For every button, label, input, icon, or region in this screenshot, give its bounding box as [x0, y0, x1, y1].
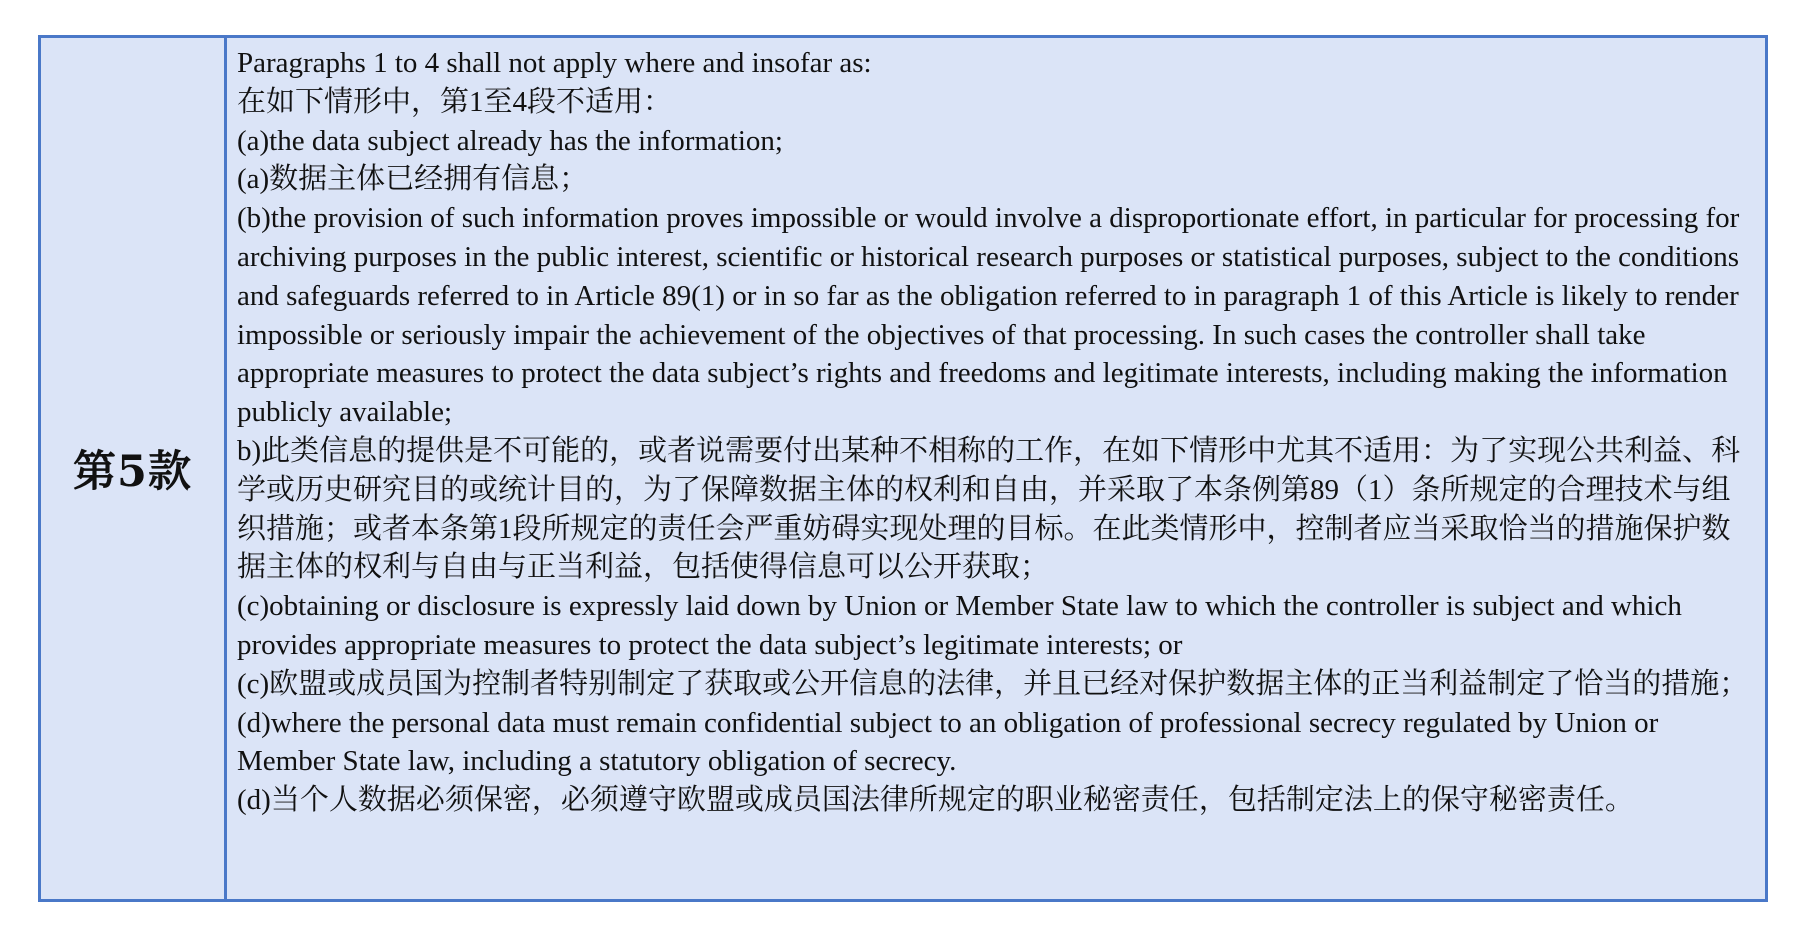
article-label: 第5款 [73, 447, 192, 497]
article-label-cell [41, 38, 227, 899]
clause-b-zh: b)此类信息的提供是不可能的，或者说需要付出某种不相称的工作，在如下情形中尤其不适用：为了实现公共利益、科学或历史研究目的或统计目的，为了保障数据主体的权利和自由，并采取了本条例第89（1）条所规定的合理技术与组织措施；或者本条第1段所规定的责任会严重妨碍实现处理的目标。在此类情形中，控制者应当采取恰当的措施保护数据主体的权利与自由与正当利益，包括使得信息可以公开获取； [237, 434, 1741, 584]
clause-a-en: (a)the data subject already has the information; [237, 124, 783, 157]
intro-en: Paragraphs 1 to 4 shall not apply where and insofar as: [237, 47, 872, 79]
clause-d-en: (d)where the personal data must remain confidential subject to an obligation of professional secrecy regulated by Union or Member State law, including a statutory obligation of secrecy. [237, 706, 1659, 778]
clause-d-zh: (d)当个人数据必须保密，必须遵守欧盟或成员国法律所规定的职业秘密责任，包括制定法上的保守秘密责任。 [237, 784, 1634, 817]
intro-zh: 在如下情形中，第1至4段不适用： [237, 85, 673, 118]
clause-a-zh: (a)数据主体已经拥有信息； [237, 163, 589, 196]
clause-c-zh: (c)欧盟或成员国为控制者特别制定了获取或公开信息的法律，并且已经对保护数据主体的正当利益制定了恰当的措施； [237, 667, 1749, 700]
clause-c-en: (c)obtaining or disclosure is expressly laid down by Union or Member State law to which the controller is subject and which provides appropriate measures to protect the data subject’s legitimate interests; or [237, 590, 1682, 661]
clause-b-en: (b)the provision of such information proves impossible or would involve a disproportionate effort, in particular for processing for archiving purposes in the public interest, scientific or historical research purposes or statistical purposes, subject to the conditions and safeguards referred to in Article 89(1) or in so far as the obligation referred to in paragraph 1 of this Article is likely to render impossible or seriously impair the achievement of the objectives of that processing. In such cases the controller shall take appropriate measures to protect the data subject’s rights and freedoms and legitimate interests, including making the information publicly available; [237, 202, 1740, 429]
article-content-cell [227, 38, 1765, 899]
article-table [38, 35, 1768, 902]
